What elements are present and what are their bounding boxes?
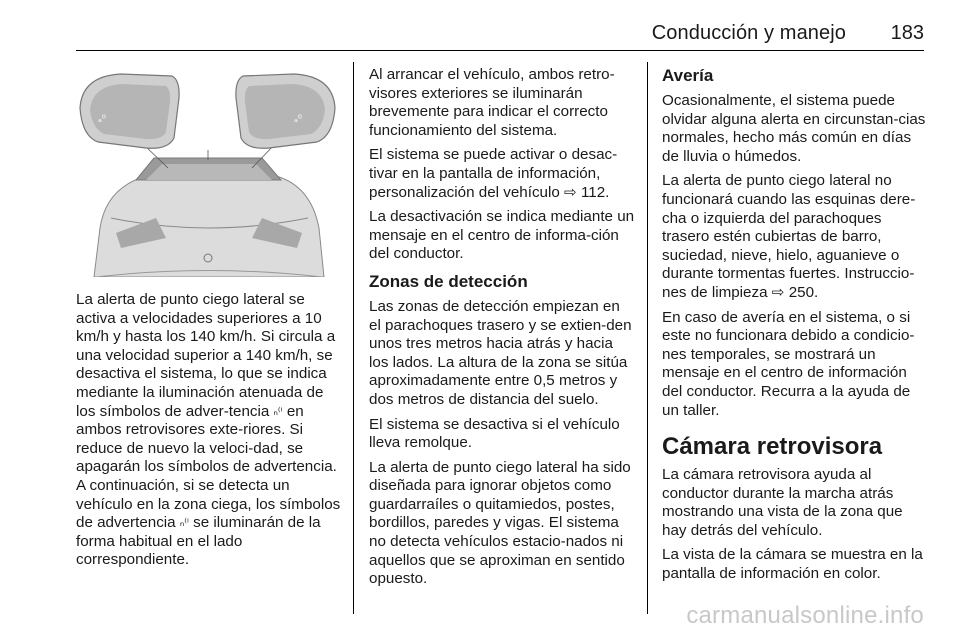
column-divider bbox=[647, 62, 648, 614]
heading-averia: Avería bbox=[662, 66, 714, 85]
paragraph: En caso de avería en el sistema, o si este no funcionara debido a condicio‐nes temporales, se mostrará un mensaje en el centro de información del conductor. Recurra a la ayuda de un taller. bbox=[662, 308, 915, 419]
column-3 bbox=[662, 66, 926, 590]
paragraph: El sistema se desactiva si el vehículo lleva remolque. bbox=[369, 415, 620, 452]
warning-icon: ₙ⁽ⁱ bbox=[179, 517, 189, 530]
blind-spot-mirror-illustration bbox=[76, 68, 339, 277]
page-number: 183 bbox=[890, 22, 924, 44]
paragraph: La alerta de punto ciego lateral ha sido diseñada para ignorar objetos como guardarraíles o quitamiedos, postes, bordillos, paredes y vigas. El sistema no detecta vehículos estacio‐nados ni aquellos que se aproximan en sentido opuesto. bbox=[369, 458, 631, 588]
column-divider bbox=[353, 62, 354, 614]
paragraph: La vista de la cámara se muestra en la pantalla de información en color. bbox=[662, 546, 923, 583]
paragraph: El sistema se puede activar o desac‐tivar en la pantalla de información, personalización del vehículo ⇨ 112. bbox=[369, 146, 618, 201]
paragraph: La desactivación se indica mediante un mensaje en el centro de informa‐ción del conductor. bbox=[369, 208, 635, 263]
page-header bbox=[76, 22, 924, 51]
left-mirror bbox=[80, 74, 179, 148]
watermark: carmanualsonline.info bbox=[686, 602, 924, 629]
paragraph: La alerta de punto ciego lateral se activa a velocidades superiores a 10 km/h y hasta los 140 km/h. Si circula a una velocidad superior a 140 km/h, se desactiva el sistema, lo que se indica mediante la iluminación atenuada de los símbolos de adver‐tencia ₙ⁽ⁱ en ambos retrovisores exte‐riores. Si reduce de nuevo la veloci‐dad, se apagarán los símbolos de advertencia. A continuación, si se detecta un vehículo en la zona ciega, los símbolos de advertencia ₙ⁽ⁱ se iluminarán de la forma habitual en el lado correspondiente. bbox=[76, 291, 341, 569]
right-mirror bbox=[236, 74, 335, 148]
paragraph: La cámara retrovisora ayuda al conductor durante la marcha atrás mostrando una vista de la zona que hay detrás del vehículo. bbox=[662, 466, 903, 539]
column-1 bbox=[76, 291, 344, 576]
heading-camara-retrovisora: Cámara retrovisora bbox=[662, 433, 883, 461]
paragraph: Al arrancar el vehículo, ambos retro‐visores exteriores se iluminarán brevemente para indicar el correcto funcionamiento del sistema. bbox=[369, 66, 615, 139]
section-title: Conducción y manejo bbox=[651, 22, 846, 44]
paragraph: Ocasionalmente, el sistema puede olvidar alguna alerta en circunstan‐cias normales, hecho más común en días de lluvia o húmedos. bbox=[662, 92, 926, 165]
warning-icon: ₐ⁰ bbox=[294, 114, 302, 125]
column-2 bbox=[369, 66, 635, 595]
warning-icon: ₙ⁽ⁱ bbox=[273, 405, 283, 418]
heading-zonas-deteccion: Zonas de detección bbox=[369, 271, 528, 291]
paragraph: La alerta de punto ciego lateral no funcionará cuando las esquinas dere‐cha o izquierda del parachoques trasero estén cubiertas de barro, suciedad, nieve, hielo, aguanieve o durante tormentas fuertes. Instruccio‐nes de limpieza ⇨ 250. bbox=[662, 172, 916, 301]
paragraph: Las zonas de detección empiezan en el parachoques trasero y se extien‐den unos tres metros hacia atrás y hacia los lados. La altura de la zona se sitúa aproximadamente entre 0,5 metros y dos metros de distancia del suelo. bbox=[369, 297, 632, 408]
warning-icon: ₐ⁰ bbox=[98, 114, 106, 125]
